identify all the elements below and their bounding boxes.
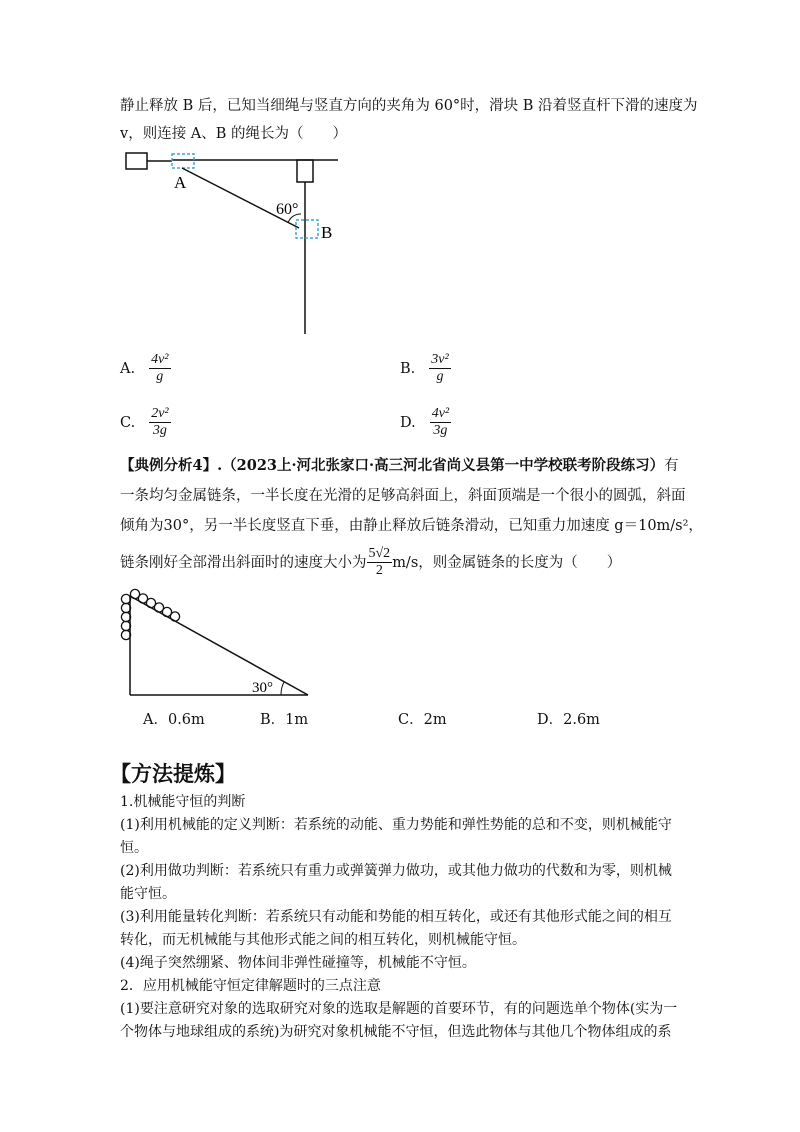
q2-speed-fraction	[367, 546, 393, 579]
q1-option-a-num: 4v²	[151, 352, 169, 367]
method-line-6: (3)利用能量转化判断：若系统只有动能和势能的相互转化，或还有其他形式能之间的相互	[120, 909, 672, 925]
q1-option-d[interactable]	[400, 406, 451, 439]
method-line-5: 能守恒。	[120, 886, 176, 902]
q2-figure	[115, 588, 315, 700]
q1-option-b[interactable]	[400, 352, 451, 385]
q1-rope	[182, 168, 299, 228]
method-line-11: 个物体与地球组成的系统)为研究对象机械能不守恒，但选此物体与其他几个物体组成的系	[120, 1024, 672, 1040]
q2-option-d[interactable]: D．2.6m	[537, 712, 600, 728]
q1-angle-label: 60°	[276, 201, 299, 218]
q1-option-a-fraction	[149, 352, 170, 385]
q2-text-line3: 倾角为30°，另一半长度竖直下垂，由静止释放后链条滑动，已知重力加速度 g＝10m/s²，	[120, 518, 703, 534]
q1-slider-b	[296, 220, 318, 238]
q1-option-d-den: 3g	[433, 423, 448, 438]
q1-option-b-fraction	[429, 352, 450, 385]
method-line-2: (1)利用机械能的定义判断：若系统的动能、重力势能和弹性势能的总和不变，则机械能守	[120, 817, 672, 833]
q1-slider-a	[172, 154, 194, 168]
q1-label-b: B	[321, 223, 333, 242]
q1-option-d-num: 4v²	[431, 406, 450, 421]
q1-option-b-label: B.	[400, 360, 416, 377]
q1-pole-block	[297, 160, 313, 182]
q2-speed-num: 5√2	[368, 546, 391, 561]
q1-label-a: A	[174, 173, 187, 192]
q1-option-a-den: g	[156, 369, 164, 384]
q2-option-b[interactable]: B．1m	[260, 712, 309, 728]
q1-text-line2: v，则连接 A、B 的绳长为（ ）	[120, 126, 348, 142]
q1-figure	[110, 148, 360, 338]
method-line-8: (4)绳子突然绷紧、物体间非弹性碰撞等，机械能不守恒。	[120, 955, 476, 971]
q1-option-a-label: A.	[120, 360, 136, 377]
q1-option-c-fraction	[149, 406, 170, 439]
method-line-7: 转化，而无机械能与其他形式能之间的相互转化，则机械能守恒。	[120, 932, 526, 948]
q1-option-c-label: C.	[120, 414, 136, 431]
q1-option-c-num: 2v²	[151, 406, 169, 421]
q1-text-line1: 静止释放 B 后，已知当细绳与竖直方向的夹角为 60°时，滑块 B 沿着竖直杆下滑的速度为	[120, 98, 698, 114]
q2-chain-incline	[130, 589, 179, 621]
q1-option-a[interactable]	[120, 352, 171, 385]
q2-line4-post: m/s，则金属链条的长度为（ ）	[392, 554, 622, 571]
q1-option-c-den: 3g	[152, 423, 167, 438]
q2-option-c[interactable]: C．2m	[398, 712, 447, 728]
method-line-3: 恒。	[120, 840, 148, 856]
q2-text-line4	[120, 546, 621, 579]
method-line-4: (2)利用做功判断：若系统只有重力或弹簧弹力做功，或其他力做功的代数和为零，则机械	[120, 863, 672, 879]
q2-option-a[interactable]: A．0.6m	[143, 712, 205, 728]
q1-option-d-fraction	[430, 406, 451, 439]
q2-angle-label: 30°	[252, 680, 273, 696]
q1-option-b-num: 3v²	[431, 352, 449, 367]
method-heading: 【方法提炼】	[110, 762, 236, 786]
method-line-9: 2．应用机械能守恒定律解题时的三点注意	[120, 978, 381, 994]
q2-text-line1	[120, 456, 679, 476]
q2-line1-tail: 有	[664, 458, 679, 474]
q2-line4-pre: 链条刚好全部滑出斜面时的速度大小为	[120, 554, 367, 571]
q2-source: .（2023上·河北张家口·高三河北省尚义县第一中学校联考阶段练习）	[217, 457, 665, 474]
q2-speed-den: 2	[375, 563, 383, 578]
q2-tag: 【典例分析4】	[120, 457, 218, 474]
q1-option-b-den: g	[436, 369, 444, 384]
method-line-10: (1)要注意研究对象的选取研究对象的选取是解题的首要环节，有的问题选单个物体(实为一	[120, 1001, 678, 1017]
method-line-1: 1.机械能守恒的判断	[120, 794, 246, 810]
q2-chain-vertical	[121, 594, 130, 639]
q2-angle-arc	[281, 682, 284, 695]
q1-left-block	[126, 153, 147, 169]
q2-text-line2: 一条均匀金属链条，一半长度在光滑的足够高斜面上，斜面顶端是一个很小的圆弧，斜面	[120, 488, 686, 504]
q1-option-d-label: D.	[400, 414, 416, 431]
q1-option-c[interactable]	[120, 406, 171, 439]
